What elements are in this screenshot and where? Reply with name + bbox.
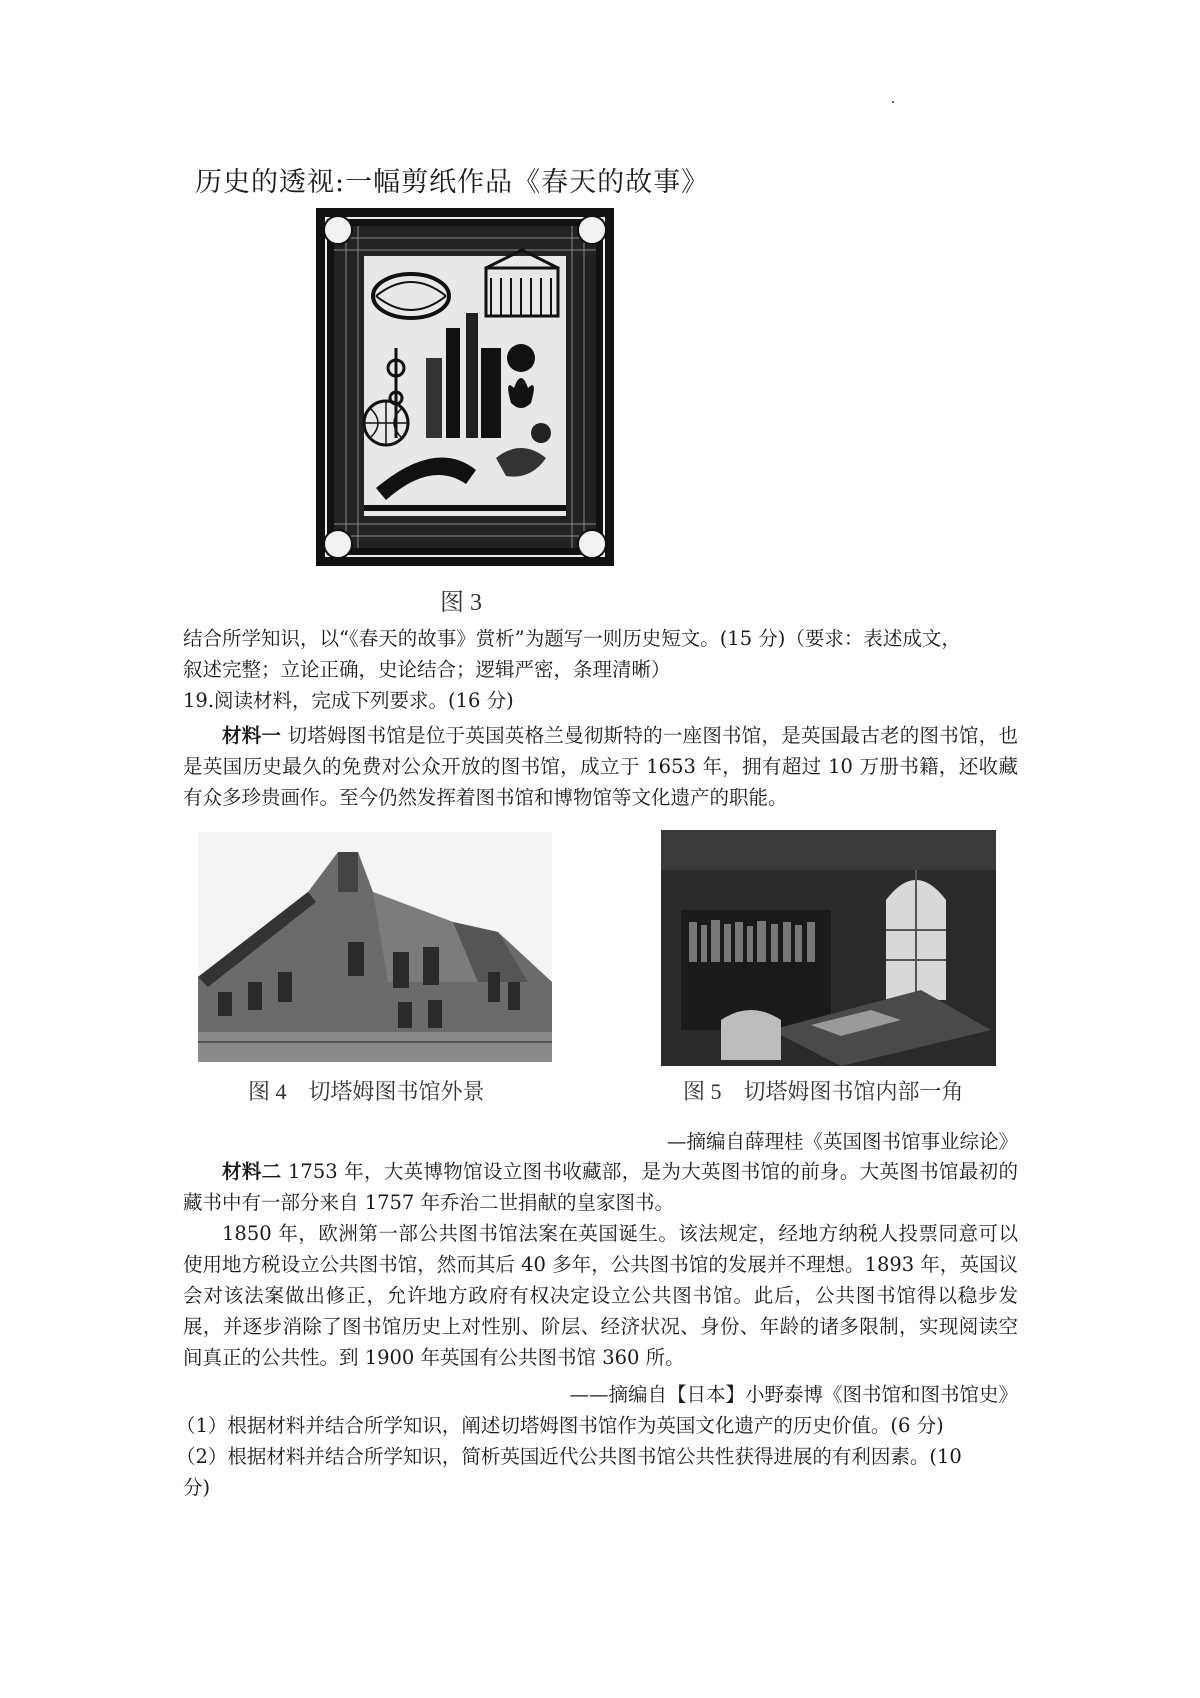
source-citation-1: —摘编自薛理桂《英国图书馆事业综论》 <box>666 1130 1018 1153</box>
material-1-label: 材料一 <box>222 724 282 747</box>
sub-question-1: （1）根据材料并结合所学知识，阐述切塔姆图书馆作为英国文化遗产的历史价值。(6 分) <box>176 1414 944 1437</box>
figure-3-caption: 图 3 <box>440 590 482 616</box>
figure-4-caption: 图 4 切塔姆图书馆外景 <box>248 1079 485 1104</box>
material-2-paragraph-1 <box>183 1156 1018 1218</box>
sub-question-2-line-2: 分) <box>183 1476 211 1499</box>
library-interior-image <box>661 830 996 1066</box>
section-heading: 历史的透视:一幅剪纸作品《春天的故事》 <box>195 167 710 198</box>
source-citation-2: ——摘编自【日本】小野泰博《图书馆和图书馆史》 <box>569 1383 1018 1406</box>
material-2-paragraph-2: 1850 年，欧洲第一部公共图书馆法案在英国诞生。该法规定，经地方纳税人投票同意可以使用地方税设立公共图书馆，然而其后 40 多年，公共图书馆的发展并不理想。1893 年，英国议会对该法案做出修正，允许地方政府有权决定设立公共图书馆。此后，公共图书馆得以稳步发展，并逐步消除了图书馆历史上对性别、阶层、经济状况、身份、年龄的诸多限制，实现阅读空间真正的公共性。到 1900 年英国有公共图书馆 360 所。 <box>183 1222 1018 1369</box>
sub-question-2-line-1: （2）根据材料并结合所学知识，简析英国近代公共图书馆公共性获得进展的有利因素。(10 <box>176 1445 962 1468</box>
essay-prompt-line-2: 叙述完整；立论正确，史论结合；逻辑严密，条理清晰） <box>183 658 671 681</box>
papercut-figure <box>316 208 614 566</box>
material-2-label: 材料二 <box>222 1160 282 1183</box>
material-1-text: 切塔姆图书馆是位于英国英格兰曼彻斯特的一座图书馆，是英国最古老的图书馆，也是英国历史最久的免费对公众开放的图书馆，成立于 1653 年，拥有超过 10 万册书籍，还收藏有众多珍贵画作。至今仍然发挥着图书馆和博物馆等文化遗产的职能。 <box>183 724 1018 809</box>
essay-prompt-line-1: 结合所学知识，以“《春天的故事》赏析”为题写一则历史短文。(15 分)（要求：表述成文， <box>183 627 961 650</box>
figure-5-photo <box>661 830 996 1066</box>
library-exterior-image <box>198 832 552 1062</box>
papercut-image <box>316 208 614 566</box>
figure-5-caption: 图 5 切塔姆图书馆内部一角 <box>683 1079 964 1104</box>
question-19-header: 19.阅读材料，完成下列要求。(16 分) <box>183 689 514 712</box>
figure-4-photo <box>198 832 552 1062</box>
material-2-text: 1753 年，大英博物馆设立图书收藏部，是为大英图书馆的前身。大英图书馆最初的藏书中有一部分来自 1757 年乔治二世捐献的皇家图书。 <box>183 1160 1018 1214</box>
speck <box>892 101 894 103</box>
material-1 <box>183 720 1018 813</box>
